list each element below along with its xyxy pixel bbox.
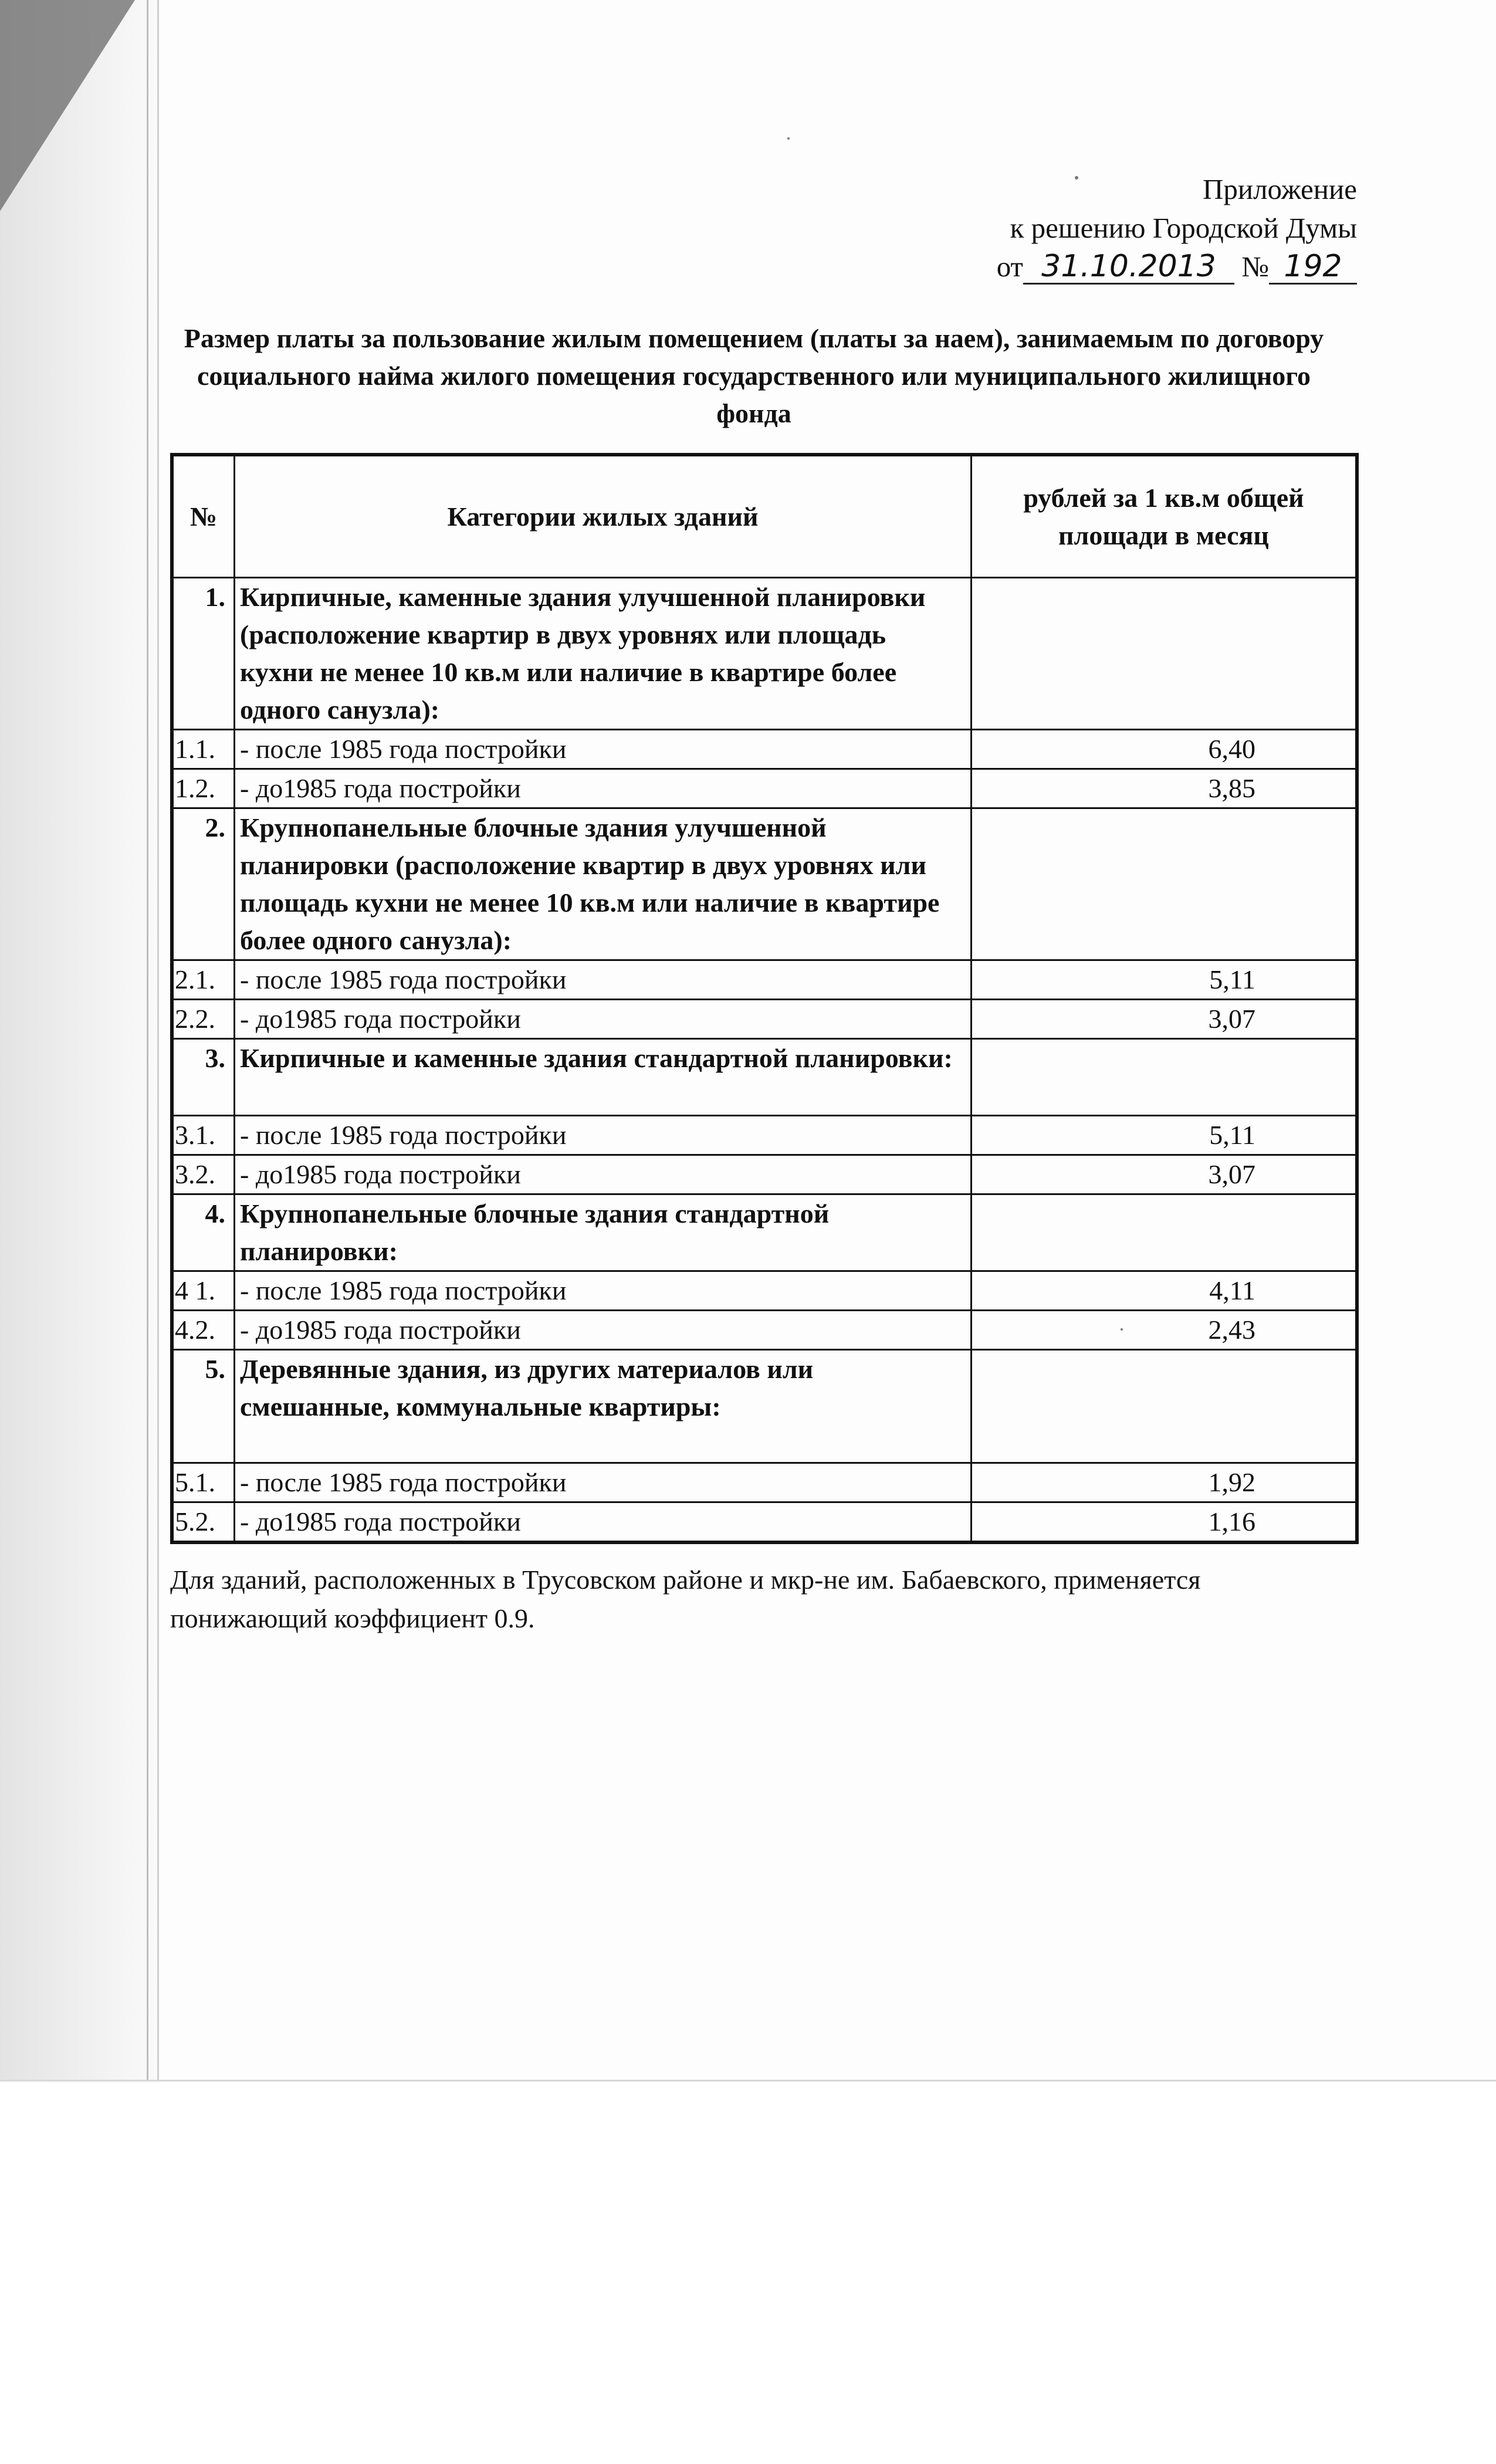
row-no: 5.1. [172,1463,235,1502]
decision-date: 31.10.2013 [1023,250,1234,285]
row-rate [972,578,1358,730]
row-rate [972,1194,1358,1271]
row-rate [972,808,1358,960]
row-category: - после 1985 года постройки [235,1116,972,1155]
row-no: 2.2. [172,1000,235,1039]
scan-speck [787,137,790,140]
table-row [172,960,1357,1000]
scan-bottom-edge [0,2080,1496,2081]
row-rate: 4,11 [972,1271,1358,1311]
table-row [172,730,1357,769]
row-category: - после 1985 года постройки [235,960,972,1000]
scan-corner-shadow [0,0,135,211]
row-rate [972,1039,1358,1116]
annex-header [997,170,1357,286]
row-rate: 2,43 [972,1311,1358,1350]
row-no: 5. [172,1350,235,1463]
row-category: - после 1985 года постройки [235,1271,972,1311]
row-category: - до1985 года постройки [235,1000,972,1039]
row-category: - до1985 года постройки [235,769,972,808]
row-category: Кирпичные и каменные здания стандартной планировки: [235,1039,972,1116]
row-rate: 6,40 [972,730,1358,769]
row-category: - до1985 года постройки [235,1502,972,1543]
row-category: Кирпичные, каменные здания улучшенной планировки (расположение квартир в двух уровнях или площадь кухни не менее 10 кв.м или наличие в квартире более одного санузла): [235,578,972,730]
document-title: Размер платы за пользование жилым помещением (платы за наем), занимаемым по договору социального найма жилого помещения государственного или муниципального жилищного фонда [184,323,1324,428]
row-no: 3.1. [172,1116,235,1155]
table-row [172,1463,1357,1502]
row-category: - до1985 года постройки [235,1311,972,1350]
row-category: Крупнопанельные блочные здания стандартной планировки: [235,1194,972,1271]
table-row [172,1350,1357,1463]
table-row [172,1271,1357,1311]
scan-edge-line [157,0,159,2080]
table-row [172,808,1357,960]
date-prefix: от [996,251,1023,283]
row-no: 1. [172,578,235,730]
row-no: 2. [172,808,235,960]
decision-number: 192 [1269,250,1357,285]
row-rate: 1,92 [972,1463,1358,1502]
header-rate: рублей за 1 кв.м общей площади в месяц [972,455,1358,578]
table-row [172,578,1357,730]
row-no: 4.2. [172,1311,235,1350]
annex-decision: к решению Городской Думы [1010,212,1357,244]
table-row [172,769,1357,808]
row-no: 3. [172,1039,235,1116]
row-no: 3.2. [172,1155,235,1194]
row-rate [972,1350,1358,1463]
table-header-row [172,455,1357,578]
row-category: Крупнопанельные блочные здания улучшенной планировки (расположение квартир в двух уровнях или площадь кухни не менее 10 кв.м или наличие в квартире более одного санузла): [235,808,972,960]
row-rate: 3,07 [972,1155,1358,1194]
rates-table [170,453,1359,1544]
table-row [172,1502,1357,1543]
row-category: - после 1985 года постройки [235,730,972,769]
row-rate: 5,11 [972,1116,1358,1155]
number-prefix: № [1241,251,1269,283]
scan-edge-shadow [0,0,158,2080]
row-rate: 5,11 [972,960,1358,1000]
row-rate: 3,85 [972,769,1358,808]
header-no: № [172,455,235,578]
row-category: Деревянные здания, из других материалов или смешанные, коммунальные квартиры: [235,1350,972,1463]
table-row [172,1194,1357,1271]
row-no: 2.1. [172,960,235,1000]
row-category: - до1985 года постройки [235,1155,972,1194]
row-category: - после 1985 года постройки [235,1463,972,1502]
row-no: 4 1. [172,1271,235,1311]
row-no: 1.2. [172,769,235,808]
table-row [172,1039,1357,1116]
table-row [172,1155,1357,1194]
annex-title: Приложение [1203,173,1357,205]
annex-date-line [997,248,1357,286]
table-row [172,1311,1357,1350]
row-rate: 1,16 [972,1502,1358,1543]
header-category: Категории жилых зданий [235,455,972,578]
row-no: 5.2. [172,1502,235,1543]
footnote: Для зданий, расположенных в Трусовском районе и мкр-не им. Бабаевского, применяется понижающий коэффициент 0.9. [170,1565,1201,1633]
row-rate: 3,07 [972,1000,1358,1039]
table-row [172,1116,1357,1155]
row-no: 1.1. [172,730,235,769]
table-row [172,1000,1357,1039]
scan-edge-line [147,0,148,2080]
row-no: 4. [172,1194,235,1271]
